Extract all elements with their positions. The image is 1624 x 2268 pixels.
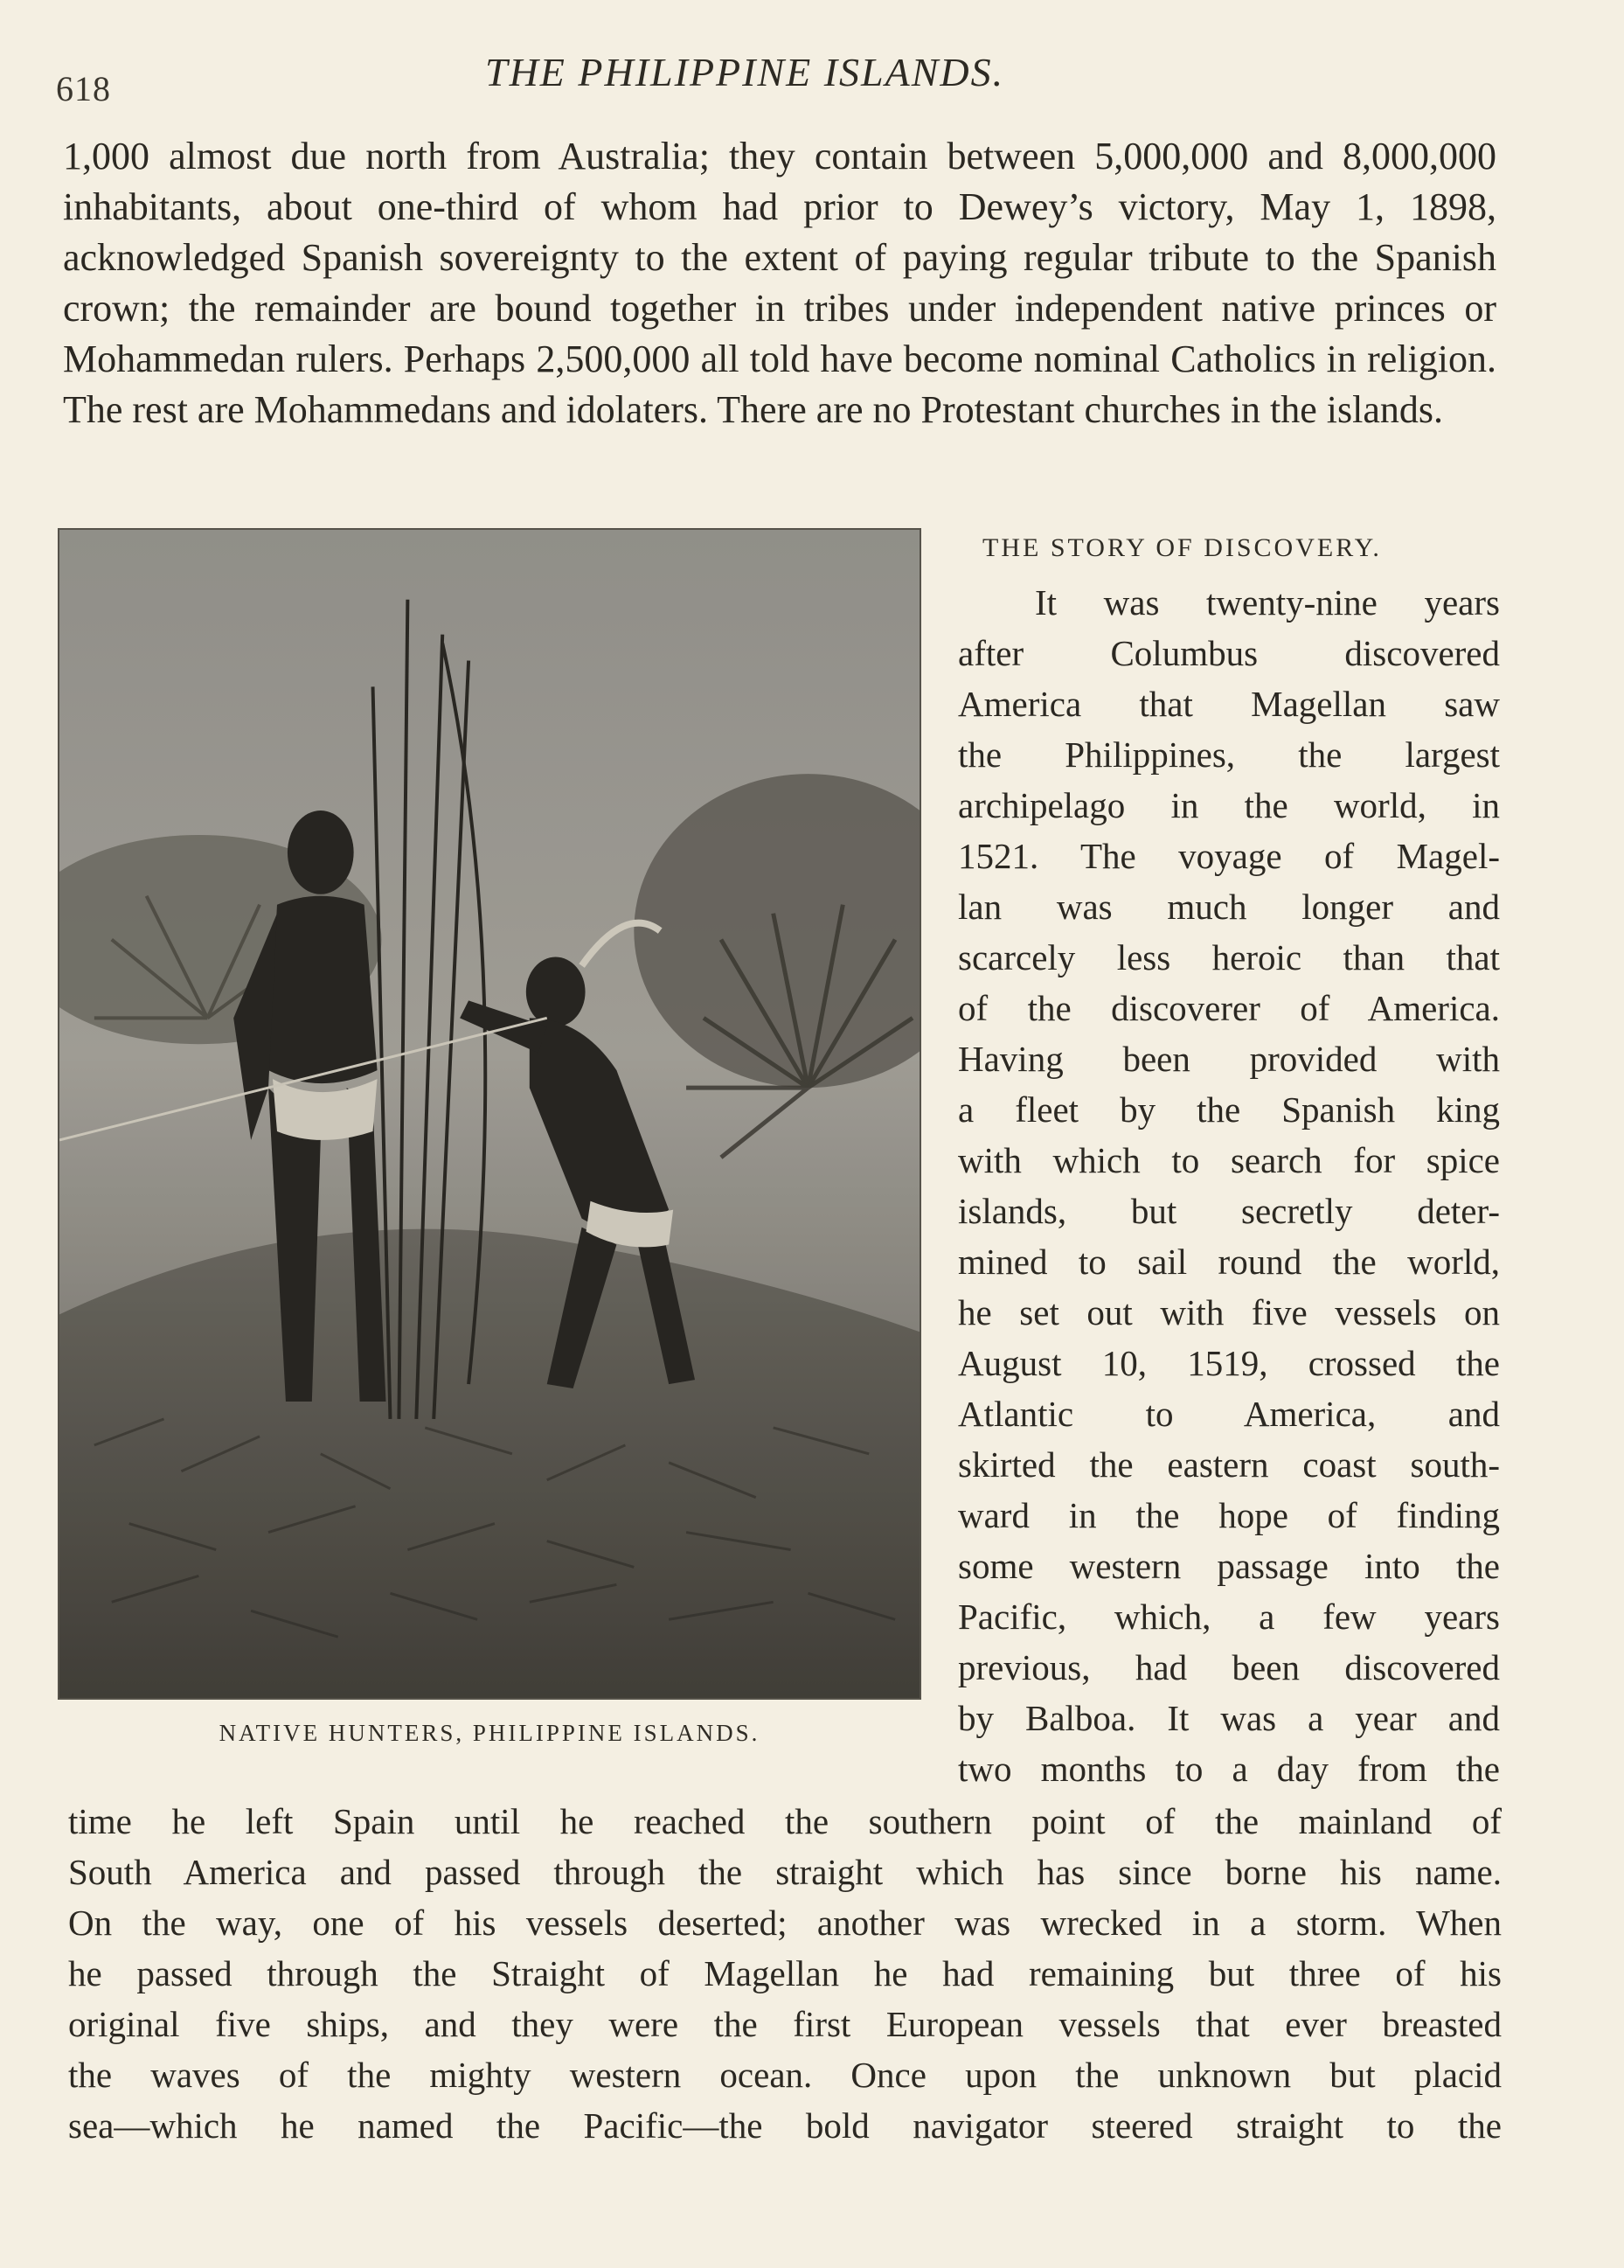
column-text-line: some western passage into the: [958, 1546, 1500, 1586]
column-text-line: August 10, 1519, crossed the: [958, 1343, 1500, 1383]
column-text-line: mined to sail round the world,: [958, 1242, 1500, 1282]
figure-caption: NATIVE HUNTERS, PHILIPPINE ISLANDS.: [219, 1720, 760, 1746]
column-text-line: after Columbus discovered: [958, 633, 1500, 673]
body-text-line: the waves of the mighty western ocean. Once upon the unknown but placid: [68, 2055, 1502, 2095]
page-number: 618: [56, 69, 111, 108]
column-text-line: islands, but secretly deter-: [958, 1191, 1500, 1231]
column-text-line: two months to a day from the: [958, 1749, 1500, 1789]
column-text-line: Pacific, which, a few years: [958, 1597, 1500, 1637]
full-width-text: [68, 1796, 1502, 2151]
column-text-line: skirted the eastern coast south-: [958, 1444, 1500, 1485]
column-text-line: by Balboa. It was a year and: [958, 1698, 1500, 1738]
body-text-line: he passed through the Straight of Magellan he had remaining but three of his: [68, 1953, 1502, 1993]
side-column-text: [958, 577, 1500, 1794]
body-text-line: On the way, one of his vessels deserted; another was wrecked in a storm. When: [68, 1903, 1502, 1943]
column-text-line: 1521. The voyage of Magel-: [958, 836, 1500, 876]
running-title: THE PHILIPPINE ISLANDS.: [485, 50, 1005, 94]
column-text-line: with which to search for spice: [958, 1140, 1500, 1180]
column-text-line: a fleet by the Spanish king: [958, 1089, 1500, 1130]
section-heading: THE STORY OF DISCOVERY.: [982, 533, 1382, 562]
column-text-line: ward in the hope of finding: [958, 1495, 1500, 1535]
column-text-line: previous, had been discovered: [958, 1647, 1500, 1687]
top-paragraph: 1,000 almost due north from Australia; they contain between 5,000,000 and 8,000,000 inhabitants, about one-third of whom had prior to Dewey’s victory, May 1, 1898, acknowledged Spanish sovereignty to the extent of paying regular tribute to the Spanish crown; the remainder are bound together in tribes under independent native princes or Mohammedan rulers. Perhaps 2,500,000 all told have become nominal Catholics in religion. The rest are Mohammedans and idolaters. There are no Protestant churches in the islands.: [63, 135, 1496, 431]
body-text-line: South America and passed through the straight which has since borne his name.: [68, 1852, 1502, 1892]
body-text-line: sea—which he named the Pacific—the bold navigator steered straight to the: [68, 2105, 1502, 2146]
column-text-line: of the discoverer of America.: [958, 988, 1500, 1028]
column-text-line: It was twenty-nine years: [1035, 582, 1500, 623]
column-text-line: Having been provided with: [958, 1039, 1500, 1079]
column-text-line: America that Magellan saw: [958, 684, 1500, 724]
column-text-line: Atlantic to America, and: [958, 1394, 1500, 1434]
column-text-line: scarcely less heroic than that: [958, 937, 1500, 977]
photo-illustration: [59, 530, 920, 1698]
column-text-line: he set out with five vessels on: [958, 1292, 1500, 1332]
column-text-line: archipelago in the world, in: [958, 785, 1500, 825]
native-hunters-photo: [58, 528, 921, 1700]
body-text-line: time he left Spain until he reached the southern point of the mainland of: [68, 1801, 1502, 1841]
column-text-line: the Philippines, the largest: [958, 734, 1500, 775]
column-text-line: lan was much longer and: [958, 887, 1500, 927]
body-text-line: original five ships, and they were the first European vessels that ever breasted: [68, 2004, 1502, 2044]
